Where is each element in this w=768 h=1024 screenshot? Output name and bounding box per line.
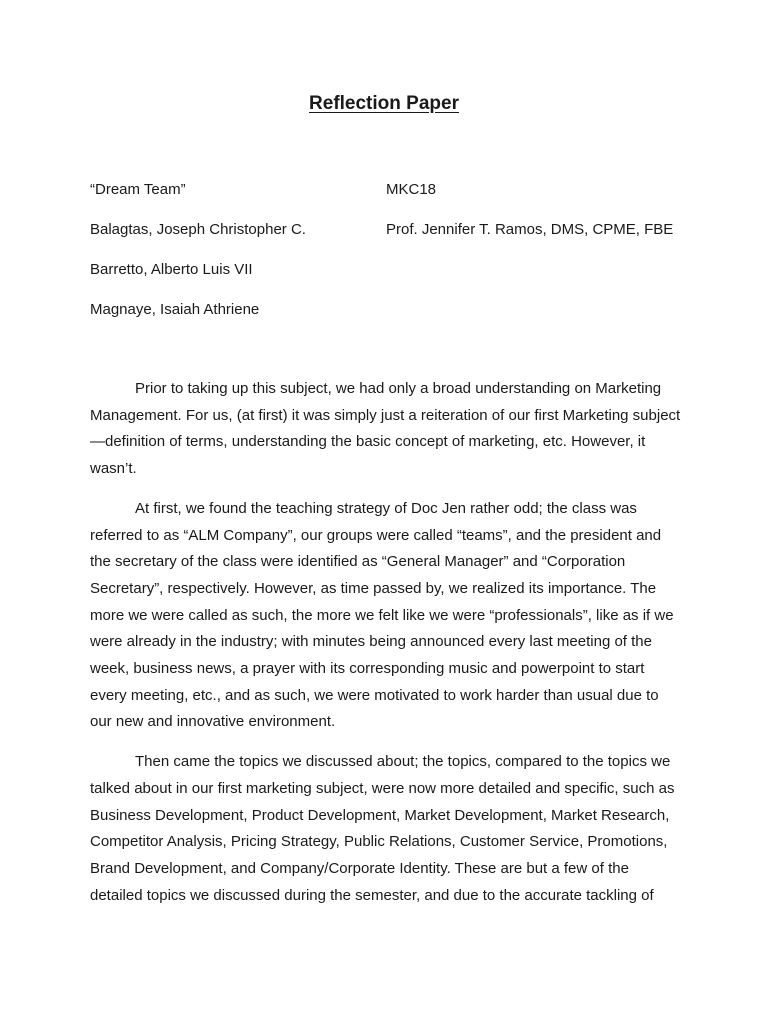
member-name: Magnaye, Isaiah Athriene — [90, 301, 260, 318]
header-block — [90, 180, 690, 340]
header-row — [90, 180, 690, 220]
page-title: Reflection Paper — [309, 93, 459, 114]
paragraph: Prior to taking up this subject, we had only a broad understanding on Marketing Management. For us, (at first) it was simply just a reiteration of our first Marketing subject—definition of terms, understanding the basic concept of marketing, etc. However, it wasn’t. — [90, 380, 681, 478]
paragraph: At first, we found the teaching strategy of Doc Jen rather odd; the class was referred to as “ALM Company”, our groups were called “teams”, and the president and the secretary of the class were identified as “General Manager” and “Corporation Secretary”, respectively. However, as time passed by, we realized its importance. The more we were called as such, the more we felt like we were “professionals”, like as if we were already in the industry; with minutes being announced every last meeting of the week, business news, a prayer with its corresponding music and powerpoint to start every meeting, etc., and as such, we were motivated to work harder than usual due to our new and innovative environment. — [90, 499, 674, 731]
body-text — [90, 376, 682, 922]
member-name: Balagtas, Joseph Christopher C. — [90, 221, 306, 238]
header-row — [90, 260, 690, 300]
section-code: MKC18 — [386, 181, 437, 198]
professor-name: Prof. Jennifer T. Ramos, DMS, CPME, FBE — [386, 221, 674, 238]
header-row — [90, 220, 690, 260]
member-name: Barretto, Alberto Luis VII — [90, 261, 253, 278]
header-row — [90, 300, 690, 340]
team-name: “Dream Team” — [90, 181, 186, 198]
paragraph: Then came the topics we discussed about; the topics, compared to the topics we talked about in our first marketing subject, were now more detailed and specific, such as Business Development, Product Development, Market Development, Market Research, Competitor Analysis, Pricing Strategy, Public Relations, Customer Service, Promotions, Brand Development, and Company/Corporate Identity. These are but a few of the detailed topics we discussed during the semester, and due to the accurate tackling of — [90, 753, 675, 904]
